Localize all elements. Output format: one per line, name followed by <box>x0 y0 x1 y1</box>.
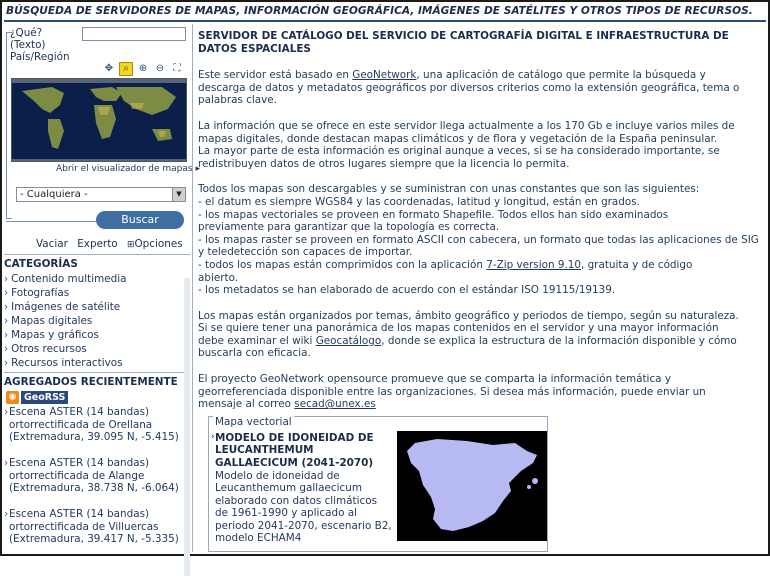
options-link[interactable]: ⊞Opciones <box>126 238 183 250</box>
featured-map-box <box>208 416 548 552</box>
recent-list <box>4 406 182 559</box>
recent-item[interactable]: › Escena ASTER (14 bandas) ortorrectificada de Orellana (Extremadura, 39.095 N, -5.415) <box>4 406 182 457</box>
7zip-link[interactable]: 7-Zip version 9.10 <box>486 258 581 271</box>
chevron-down-icon: ▼ <box>172 188 185 201</box>
category-item[interactable]: › Fotografías <box>4 286 190 300</box>
featured-item-title[interactable]: MODELO DE IDONEIDAD DE LEUCANTHEMUM GALLAECICUM (2041-2070) <box>215 432 374 469</box>
geonetwork-link[interactable]: GeoNetwork <box>352 69 417 82</box>
georss-link[interactable] <box>6 391 68 404</box>
zoom-in-icon[interactable]: ⊕ <box>138 63 148 74</box>
constant-item: - los mapas vectoriales se proveen en formato Shapefile. Todos ellos han sido examinados previamente para garantizar que la topología es correcta. <box>198 208 669 234</box>
region-select[interactable]: - Cualquiera - ▼ <box>16 187 186 202</box>
constant-item: - los mapas raster se proveen en formato ASCII con cabecera, un formato que todas las aplicaciones de SIG y teledetección son capaces de importar. <box>198 233 759 259</box>
category-item[interactable]: › Imágenes de satélite <box>4 300 190 314</box>
constant-item: - todos los mapas están comprimidos con la aplicación 7-Zip version 9.10, gratuita y de código abierto. <box>198 258 693 284</box>
arrow-icon: ▸ <box>195 164 201 174</box>
search-options-row <box>36 238 189 250</box>
what-label: ¿Qué? <box>10 27 43 39</box>
chevron-right-icon: › <box>211 432 215 442</box>
category-item[interactable]: › Mapas digitales <box>4 314 190 328</box>
info-paragraph-2: La mayor parte de esta información es original aunque a veces, si se ha considerado importante, se redistribuyen datos de otros lugares siempre que la licencia lo permita. <box>198 145 720 170</box>
contact-paragraph: El proyecto GeoNetwork opensource promueve que se comparta la información temática y georreferenciada disponible entre las organizaciones. Si desea más información, puede enviar un mensaje al correo secad@unex.es <box>198 373 706 411</box>
featured-box-title: Mapa vectorial <box>215 416 292 428</box>
recent-heading: AGREGADOS RECIENTEMENTE <box>4 372 190 388</box>
region-label: País/Región <box>10 51 70 63</box>
plus-box-icon: ⊞ <box>126 240 135 250</box>
rss-icon: ◉ <box>6 391 19 404</box>
pan-icon[interactable]: ✥ <box>104 63 114 74</box>
featured-map-thumbnail[interactable] <box>397 431 547 541</box>
page-title: BÚSQUEDA DE SERVIDORES DE MAPAS, INFORMACIÓN GEOGRÁFICA, IMÁGENES DE SATÉLITES Y OTROS TIPOS DE RECURSOS. <box>4 3 766 22</box>
constant-item: - los metadatos se han elaborado de acuerdo con el estándar ISO 19115/19139. <box>198 284 616 297</box>
georss-label: GeoRSS <box>21 391 68 404</box>
main-content <box>198 30 764 552</box>
search-connector <box>6 221 96 222</box>
category-item[interactable]: › Otros recursos <box>4 342 190 356</box>
search-input[interactable] <box>82 27 186 41</box>
world-map[interactable] <box>11 78 187 162</box>
zoom-box-icon[interactable]: ⌕ <box>119 62 133 76</box>
recent-item[interactable]: › Escena ASTER (14 bandas) ortorrectificada de Alange (Extremadura, 38.738 N, -6.064) <box>4 457 182 508</box>
categories-heading: CATEGORÍAS <box>4 254 190 270</box>
open-map-viewer-link[interactable]: Abrir el visualizador de mapas ▸ <box>56 164 201 174</box>
map-toolbar <box>102 62 184 76</box>
clear-link[interactable]: Vaciar <box>36 238 68 250</box>
full-extent-icon[interactable]: ⛶ <box>173 63 181 74</box>
category-item[interactable]: › Recursos interactivos <box>4 356 190 370</box>
intro-paragraph: Este servidor está basado en GeoNetwork, una aplicación de catálogo que permite la búsqueda y descarga de datos y metadatos geográficos por diversos criterios como la extensión geográfica, tema o palabras clave. <box>198 69 740 107</box>
sidebar-scrollbar[interactable] <box>184 278 190 576</box>
organization-paragraph: Los mapas están organizados por temas, ámbito geográfico y periodos de tiempo, según su naturaleza. Si se quiere tener una panorámica de los mapas contenidos en el servidor y una mayor información debe examinar el wiki Geocatálogo, donde se explica la estructura de la información disponible y cómo buscarla con eficacia. <box>198 309 739 360</box>
text-label: (Texto) <box>10 39 46 51</box>
recent-item[interactable]: › Escena ASTER (14 bandas) ortorrectificada de Villuercas (Extremadura, 39.417 N, -5.335) <box>4 508 182 559</box>
info-paragraph: La información que se ofrece en este servidor llega actualmente a los 170 Gb e incluye varios miles de mapas digitales, donde destacan mapas climáticos y de flora y vegetación de la España peninsular. <box>198 119 735 145</box>
category-item[interactable]: › Mapas y gráficos <box>4 328 190 342</box>
main-heading: SERVIDOR DE CATÁLOGO DEL SERVICIO DE CARTOGRAFÍA DIGITAL E INFRAESTRUCTURA DE DATOS ESPACIALES <box>198 30 729 55</box>
zoom-out-icon[interactable]: ⊖ <box>155 63 165 74</box>
category-item[interactable]: › Contenido multimedia <box>4 272 190 286</box>
sidebar <box>4 24 201 552</box>
search-button[interactable]: Buscar <box>96 211 184 229</box>
sidebar-divider <box>192 24 193 552</box>
email-link[interactable]: secad@unex.es <box>294 398 376 411</box>
expert-link[interactable]: Experto <box>77 238 118 250</box>
constants-intro: Todos los mapas son descargables y se suministran con unas constantes que son las siguientes: <box>198 183 700 196</box>
constant-item: - el datum es siempre WGS84 y las coordenadas, latitud y longitud, están en grados. <box>198 195 640 208</box>
geocatalogo-link[interactable]: Geocatálogo <box>315 334 382 347</box>
featured-item-description: Modelo de idoneidad de Leucanthemum gallaecicum elaborado con datos climáticos de 1961-1990 y aplicado al periodo 2041-2070, escenario B2, modelo ECHAM4 <box>215 470 392 545</box>
categories-list <box>4 272 190 370</box>
